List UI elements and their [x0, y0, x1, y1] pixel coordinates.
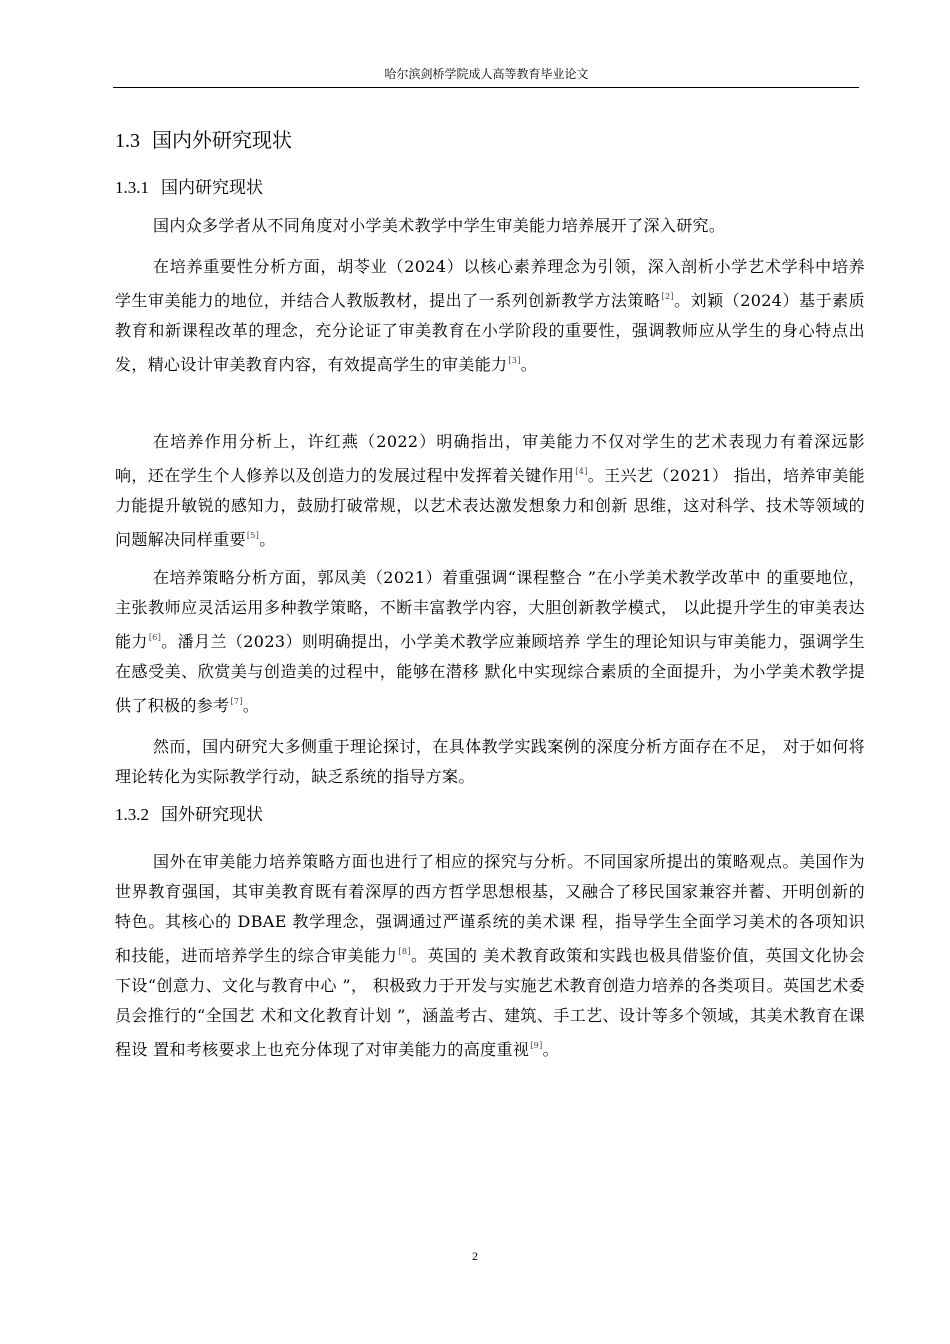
text-run: 。 [259, 530, 276, 549]
paragraph-intro: 国内众多学者从不同角度对小学美术教学中学生审美能力培养展开了深入研究。 [153, 216, 726, 235]
citation-ref: [4] [575, 467, 588, 476]
text-run: 。王兴艺（2021） 指出，培养审美能力能提升敏锐的感知力，鼓励打破常规，以艺术表达激发想象力和创新 思维，这对科学、技术等领域的问题解决同样重要 [115, 466, 865, 549]
subsection-title: 国内研究现状 [161, 178, 263, 198]
citation-ref: [9] [530, 1041, 543, 1050]
paragraph-foreign [115, 847, 865, 1065]
citation-ref: [2] [661, 292, 674, 301]
text-run: 。英国的 美术教育政策和实践也极具借鉴价值，英国文化协会下设“创意力、文化与教育中心 ”， 积极致力于开发与实施艺术教育创造力培养的各类项目。英国艺术委员会推行的“全国艺 术和文化教育计划 ”，涵盖考古、建筑、手工艺、设计等多个领域，其美术教育在课程设 置和考核要求上也充分体现了对审美能力的高度重视 [115, 946, 866, 1059]
text-run: 。 [520, 355, 538, 374]
header-rule [113, 87, 859, 88]
citation-ref: [5] [246, 531, 260, 540]
page-number: 2 [472, 1249, 478, 1263]
text-run: 。刘颖（2024）基于素质教育和新课程改革的理念，充分论证了审美教育在小学阶段的重要性，强调教师应从学生的身心特点出发，精心设计审美教育内容，有效提高学生的审美能力 [115, 291, 865, 374]
paragraph-strategy [115, 563, 865, 721]
subsection-number: 1.3.2 [115, 805, 149, 824]
paragraph-importance [115, 252, 865, 380]
section-title: 国内外研究现状 [152, 128, 292, 152]
subsection-heading-domestic [115, 176, 263, 200]
subsection-heading-foreign [115, 803, 263, 827]
section-number: 1.3 [115, 130, 140, 152]
subsection-number: 1.3.1 [115, 178, 149, 197]
citation-ref: [6] [148, 633, 162, 642]
text-run: 。潘月兰（2023）则明确提出，小学美术教学应兼顾培养 学生的理论知识与审美能力，强调学生在感受美、欣赏美与创造美的过程中，能够在潜移 默化中实现综合素质的全面提升，为小学美术教学提供了积极的参考 [115, 632, 865, 715]
paragraph-role [115, 427, 865, 555]
citation-ref: [8] [398, 947, 411, 956]
citation-ref: [3] [508, 356, 521, 365]
citation-ref: [7] [230, 697, 243, 706]
running-header: 哈尔滨剑桥学院成人高等教育毕业论文 [384, 67, 589, 81]
paragraph-limitation: 然而，国内研究大多侧重于理论探讨，在具体教学实践案例的深度分析方面存在不足， 对于如何将理论转化为实际教学行动，缺乏系统的指导方案。 [115, 737, 865, 786]
text-run: 。 [242, 696, 260, 715]
subsection-title: 国外研究现状 [161, 805, 263, 825]
text-run: 国外在审美能力培养策略方面也进行了相应的探究与分析。不同国家所提出的策略观点。美国作为世界教育强国，其审美教育既有着深厚的西方哲学思想根基，又融合了移民国家兼容并蓄、开明创新的特色。其核心的 DBAE 教学理念，强调通过严谨系统的美术课 程，指导学生全面学习美术的各项知识和技能，进而培养学生的综合审美能力 [115, 852, 865, 965]
text-run: 。 [542, 1040, 559, 1059]
text-run: 在培养策略分析方面，郭凤美（2021）着重强调“课程整合 ”在小学美术教学改革中 的重要地位，主张教师应灵活运用多种教学策略，不断丰富教学内容，大胆创新教学模式， 以此提升学生的审美表达能力 [115, 568, 865, 651]
section-heading [115, 126, 292, 155]
text-run: 在培养作用分析上，许红燕（2022）明确指出，审美能力不仅对学生的艺术表现力有着深远影响，还在学生个人修养以及创造力的发展过程中发挥着关键作用 [115, 432, 865, 485]
text-run: 在培养重要性分析方面，胡苓业（2024）以核心素养理念为引领，深入剖析小学艺术学科中培养学生审美能力的地位，并结合人教版教材，提出了一系列创新教学方法策略 [115, 257, 865, 310]
